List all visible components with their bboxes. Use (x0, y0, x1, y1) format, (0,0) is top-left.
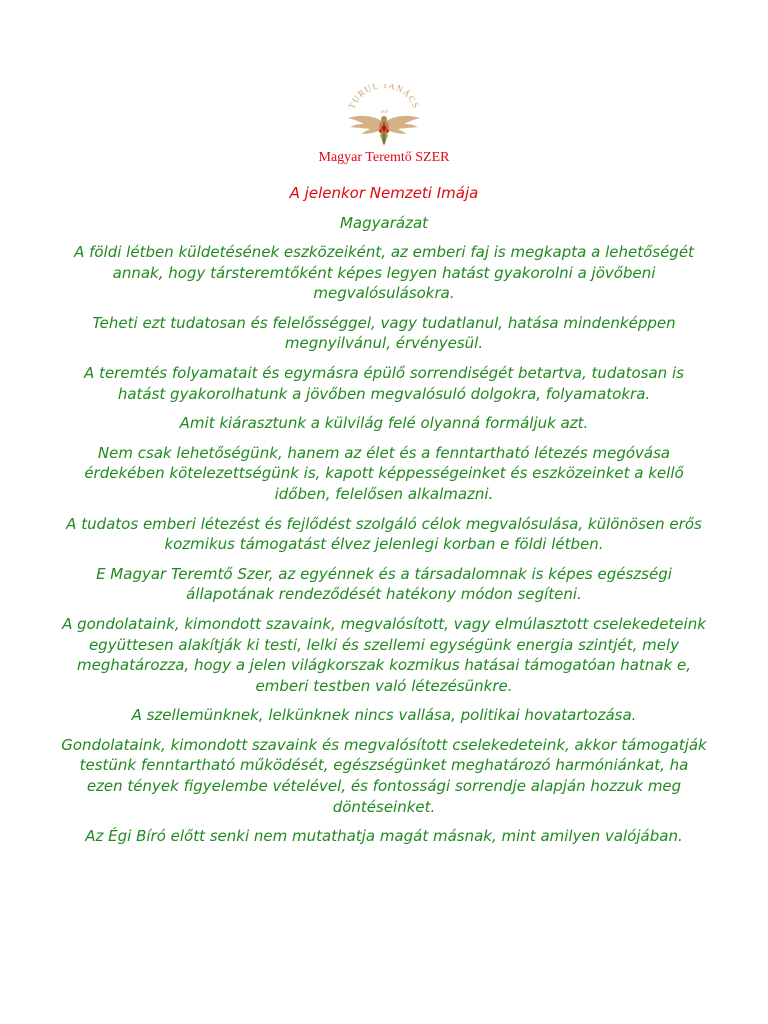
paragraph: A gondolataink, kimondott szavaink, megvalósított, vagy elmúlasztott cselekedeteink együttesen alakítják ki testi, lelki és szellemi egységünk energia szintjét, mely meghatározza, hogy a jelen világkorszak kozmikus hatásai támogatóan hatnak e, emberi testben való létezésünkre. (62, 614, 706, 695)
paragraph: Gondolataink, kimondott szavaink és megvalósított cselekedeteink, akkor támogatják testünk fenntartható működését, egészségünket meghatározó harmóniánkat, ha ezen tények figyelembe vételével, és fontossági sorrendje alapján hozzuk meg döntéseinket. (61, 735, 707, 816)
logo-year-text: 2019 (380, 109, 388, 114)
document-body (60, 242, 708, 856)
paragraph: A teremtés folyamatait és egymásra épülő sorrendiségét betartva, tudatosan is hatást gyakorolhatunk a jövőben megvalósuló dolgokra, folyamatokra. (84, 363, 684, 403)
logo-arc-text: TURUL TANÁCS (346, 84, 422, 111)
organization-name: Magyar Teremtő SZER (318, 150, 450, 165)
turul-bird-icon (334, 84, 434, 150)
turul-tanacs-logo (334, 84, 434, 150)
paragraph: Amit kiárasztunk a külvilág felé olyanná formáljuk azt. (179, 414, 589, 433)
paragraph: Nem csak lehetőségünk, hanem az élet és a fenntartható létezés megóvása érdekében kötelezettségünk is, kapott képpességeinket és eszközeinket a kellő időben, felelősen alkalmazni. (84, 443, 684, 503)
svg-text:TURUL TANÁCS (346, 84, 421, 110)
paragraph: Az Égi Bíró előtt senki nem mutathatja magát másnak, mint amilyen valójában. (85, 827, 683, 846)
paragraph: A szellemünknek, lelkünknek nincs vallása, politikai hovatartozása. (131, 706, 637, 725)
document-subtitle: Magyarázat (339, 214, 429, 232)
paragraph: E Magyar Teremtő Szer, az egyénnek és a társadalomnak is képes egészségi állapotának rendeződését hatékony módon segíteni. (96, 564, 672, 604)
paragraph: A földi létben küldetésének eszközeiként, az emberi faj is megkapta a lehetőségét annak, hogy társteremtőként képes legyen hatást gyakorolni a jövőbeni megvalósulásokra. (74, 243, 694, 303)
document-title: A jelenkor Nemzeti Imája (289, 184, 479, 202)
paragraph: A tudatos emberi létezést és fejlődést szolgáló célok megvalósulása, különösen erős kozmikus támogatást élvez jelenlegi korban e földi létben. (66, 514, 702, 554)
paragraph: Teheti ezt tudatosan és felelősséggel, vagy tudatlanul, hatása mindenképpen megnyilvánul, érvényesül. (92, 313, 676, 353)
